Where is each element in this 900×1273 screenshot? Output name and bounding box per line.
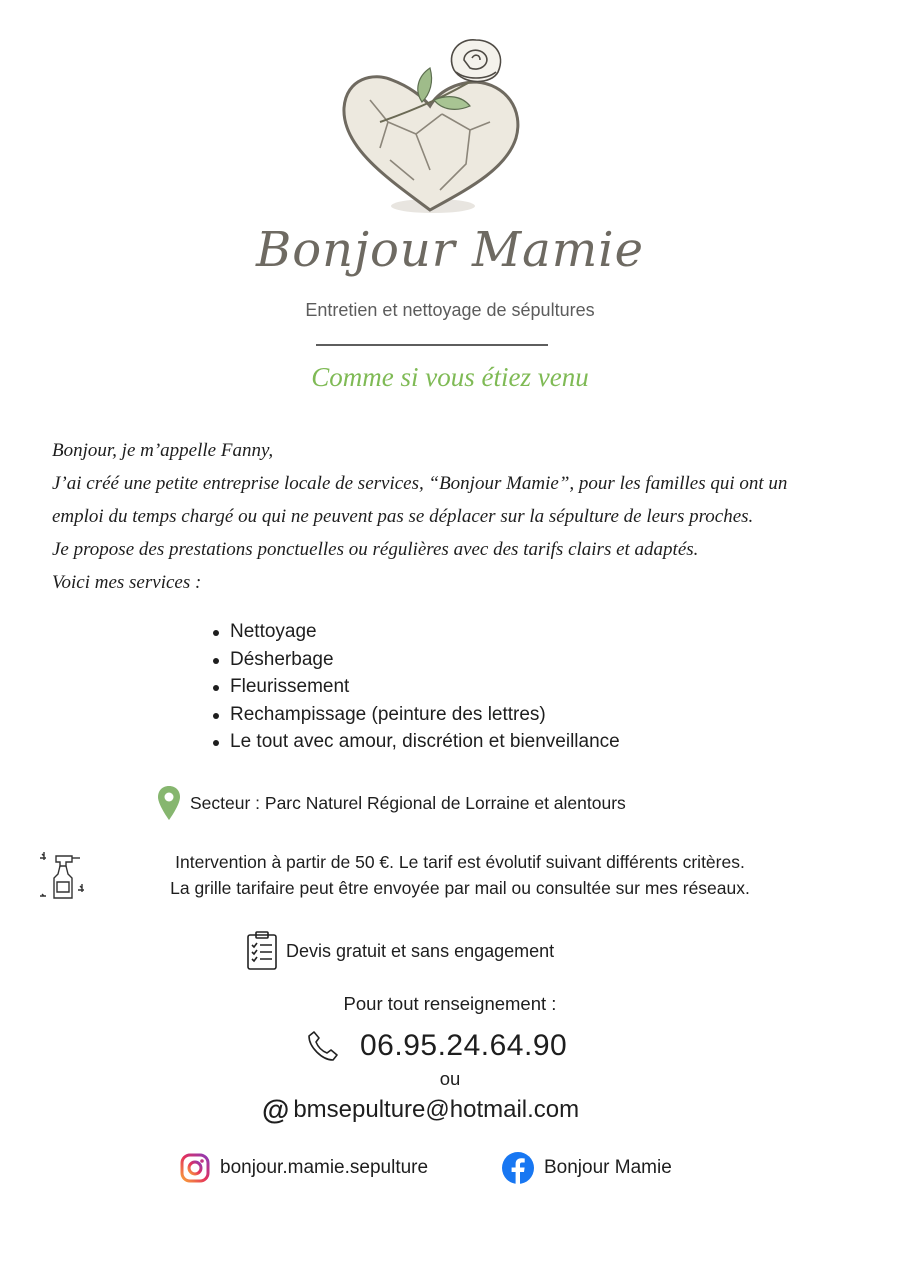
sector-text: Secteur : Parc Naturel Régional de Lorraine et alentours	[190, 792, 626, 813]
list-item: Rechampissage (peinture des lettres)	[230, 701, 620, 729]
price-info	[100, 849, 820, 901]
list-item: Désherbage	[230, 646, 620, 674]
intro-text	[52, 434, 882, 599]
facebook-row[interactable]	[502, 1152, 672, 1184]
email-address[interactable]: bmsepulture@hotmail.com	[293, 1096, 580, 1123]
at-icon: @	[262, 1094, 290, 1125]
services-list	[230, 618, 620, 756]
sector-row	[158, 783, 626, 823]
intro-line: Bonjour, je m’appelle Fanny,	[52, 440, 274, 461]
instagram-icon	[180, 1153, 210, 1183]
price-line: La grille tarifaire peut être envoyée par mail ou consultée sur mes réseaux.	[170, 878, 750, 898]
intro-line: J’ai créé une petite entreprise locale de services, “Bonjour Mamie”, pour les familles qui ont un	[52, 473, 788, 494]
tagline: Comme si vous étiez venu	[311, 362, 589, 392]
phone-number[interactable]: 06.95.24.64.90	[360, 1029, 568, 1062]
list-item: Le tout avec amour, discrétion et bienveillance	[230, 728, 620, 756]
list-item: Nettoyage	[230, 618, 620, 646]
intro-line: emploi du temps chargé ou qui ne peuvent pas se déplacer sur la sépulture de leurs proches.	[52, 506, 754, 527]
spray-bottle-icon	[36, 848, 90, 902]
clipboard-checklist-icon	[246, 931, 278, 971]
quote-text: Devis gratuit et sans engagement	[286, 940, 555, 961]
instagram-row[interactable]	[180, 1152, 428, 1184]
or-text: ou	[439, 1068, 461, 1089]
facebook-icon	[502, 1152, 534, 1184]
price-line: Intervention à partir de 50 €. Le tarif est évolutif suivant différents critères.	[175, 852, 745, 872]
brand-name: Bonjour Mamie	[255, 222, 645, 278]
contact-label: Pour tout renseignement :	[343, 993, 557, 1014]
email-row	[262, 1092, 579, 1128]
divider	[316, 344, 548, 346]
intro-line: Je propose des prestations ponctuelles ou régulières avec des tarifs clairs et adaptés.	[52, 539, 699, 560]
quote-row	[246, 930, 554, 972]
intro-line: Voici mes services :	[52, 572, 202, 593]
facebook-name: Bonjour Mamie	[544, 1157, 672, 1178]
list-item: Fleurissement	[230, 673, 620, 701]
map-pin-icon	[158, 785, 180, 821]
phone-icon	[306, 1029, 340, 1063]
heart-stone-rose-icon	[330, 30, 530, 220]
phone-row	[306, 1026, 567, 1066]
instagram-handle: bonjour.mamie.sepulture	[220, 1157, 429, 1178]
brand-subtitle: Entretien et nettoyage de sépultures	[305, 300, 595, 320]
